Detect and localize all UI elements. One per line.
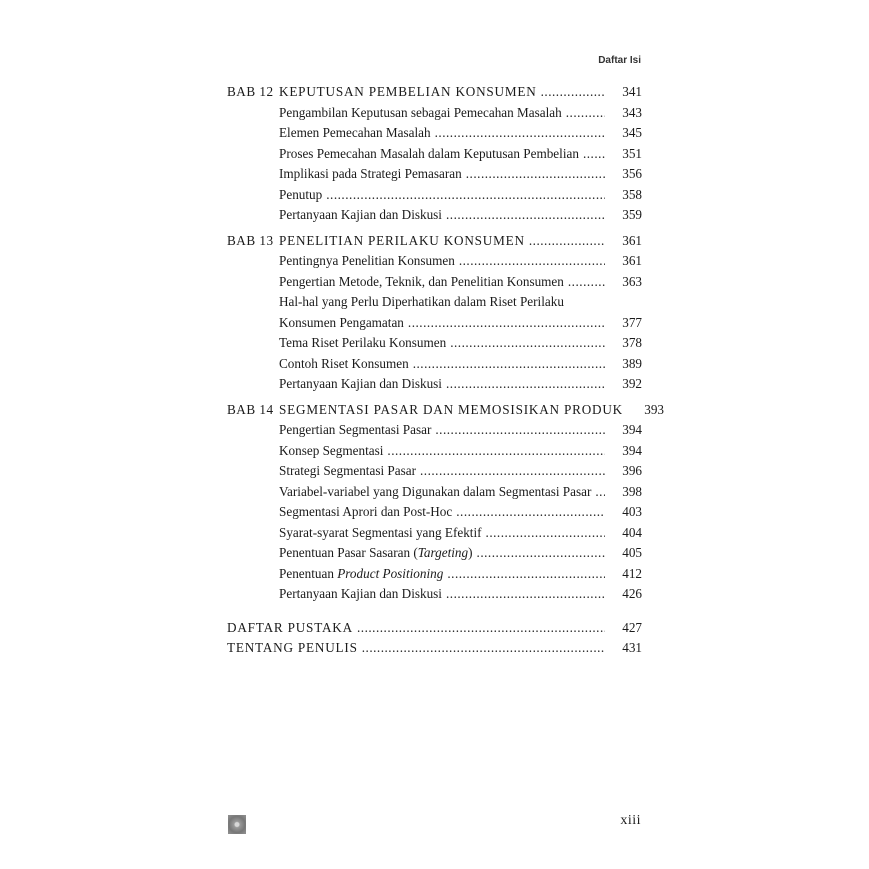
dot-leader (408, 313, 605, 334)
page-folio: xiii (620, 813, 641, 828)
toc-entry[interactable] (227, 441, 642, 462)
toc-entry[interactable] (227, 354, 642, 375)
dot-leader (456, 502, 605, 523)
dot-leader (446, 374, 605, 395)
chapter-number: BAB 14 (227, 401, 274, 417)
page-number: 393 (644, 401, 665, 417)
page-number: 341 (622, 84, 642, 99)
entry-title: Implikasi pada Strategi Pemasaran (279, 166, 462, 181)
dot-leader (420, 461, 605, 482)
toc-entry[interactable] (227, 420, 642, 441)
entry-title: DAFTAR PUSTAKA (227, 619, 353, 635)
toc-entry[interactable] (227, 502, 642, 523)
toc-chapter-13[interactable] (227, 231, 642, 252)
ornament-icon (228, 815, 246, 834)
dot-leader (362, 638, 605, 659)
toc-entry[interactable] (227, 164, 642, 185)
dot-leader (459, 251, 605, 272)
entry-title: Pertanyaan Kajian dan Diskusi (279, 207, 442, 222)
page-number: 392 (622, 376, 642, 391)
dot-leader (450, 333, 605, 354)
dot-leader (529, 231, 605, 252)
entry-title: Proses Pemecahan Masalah dalam Keputusan Pembelian (279, 145, 579, 161)
toc-entry[interactable] (227, 374, 642, 395)
chapter-title: KEPUTUSAN PEMBELIAN KONSUMEN (279, 84, 537, 99)
dot-leader (568, 272, 605, 293)
table-of-contents (227, 82, 665, 659)
toc-chapter-14[interactable] (227, 400, 665, 421)
entry-title: Variabel-variabel yang Digunakan dalam Segmentasi Pasar (279, 483, 592, 499)
page-number: 351 (622, 145, 642, 161)
chapter-number: BAB 13 (227, 232, 274, 248)
entry-title: Pengambilan Keputusan sebagai Pemecahan Masalah (279, 104, 562, 120)
toc-entry[interactable] (227, 564, 642, 585)
dot-leader (447, 564, 605, 585)
toc-entry-line2[interactable] (227, 313, 642, 334)
toc-tentang-penulis[interactable] (227, 638, 642, 659)
page-number: 404 (622, 524, 642, 540)
entry-title: Hal-hal yang Perlu Diperhatikan dalam Riset Perilaku (279, 294, 564, 309)
entry-title: Pengertian Segmentasi Pasar (279, 422, 432, 437)
toc-entry[interactable] (227, 103, 642, 124)
page-number: 394 (622, 442, 642, 458)
entry-title: Elemen Pemecahan Masalah (279, 125, 431, 140)
entry-title: Konsumen Pengamatan (279, 314, 404, 330)
toc-entry[interactable] (227, 482, 642, 503)
dot-leader (357, 618, 605, 639)
entry-title: Pentingnya Penelitian Konsumen (279, 253, 455, 268)
entry-title: Pertanyaan Kajian dan Diskusi (279, 586, 442, 601)
chapter-number: BAB 12 (227, 84, 274, 99)
entry-title: Penutup (279, 186, 323, 202)
toc-entry-line1[interactable] (227, 292, 642, 313)
page-number: 389 (622, 355, 642, 371)
entry-title: Syarat-syarat Segmentasi yang Efektif (279, 524, 482, 540)
entry-title: Contoh Riset Konsumen (279, 355, 409, 371)
entry-title: TENTANG PENULIS (227, 640, 358, 655)
toc-entry[interactable] (227, 543, 642, 564)
toc-entry[interactable] (227, 185, 642, 206)
toc-entry[interactable] (227, 251, 642, 272)
running-head: Daftar Isi (598, 55, 641, 66)
toc-chapter-12[interactable] (227, 82, 642, 103)
entry-title: Pengertian Metode, Teknik, dan Penelitian Konsumen (279, 273, 564, 289)
page-number: 398 (622, 483, 642, 499)
dot-leader (326, 185, 605, 206)
dot-leader (435, 420, 605, 441)
dot-leader (477, 543, 605, 564)
entry-title: Tema Riset Perilaku Konsumen (279, 335, 447, 350)
entry-title: Pertanyaan Kajian dan Diskusi (279, 376, 442, 391)
page-number: 358 (622, 186, 642, 202)
page-number: 426 (622, 586, 642, 601)
entry-title: Segmentasi Aprori dan Post-Hoc (279, 504, 453, 519)
page-number: 377 (622, 314, 642, 330)
page-number: 345 (622, 125, 642, 140)
dot-leader (387, 441, 605, 462)
toc-entry[interactable] (227, 333, 642, 354)
toc-entry[interactable] (227, 461, 642, 482)
chapter-title: SEGMENTASI PASAR DAN MEMOSISIKAN PRODUK (279, 401, 624, 417)
dot-leader (466, 164, 605, 185)
page-number: 378 (622, 335, 642, 350)
entry-title: Penentuan Product Positioning (279, 565, 444, 581)
dot-leader (595, 482, 605, 503)
page-number: 356 (622, 166, 642, 181)
page-number: 363 (622, 273, 642, 289)
page-number: 359 (622, 207, 642, 222)
toc-daftar-pustaka[interactable] (227, 618, 642, 639)
toc-entry[interactable] (227, 523, 642, 544)
page-number: 431 (622, 640, 642, 655)
entry-title: Strategi Segmentasi Pasar (279, 463, 416, 478)
page-number: 361 (622, 232, 642, 248)
page-number: 361 (622, 253, 642, 268)
page-number: 394 (622, 422, 642, 437)
entry-title: Konsep Segmentasi (279, 442, 384, 458)
dot-leader (435, 123, 605, 144)
dot-leader (413, 354, 605, 375)
dot-leader (486, 523, 605, 544)
dot-leader (566, 103, 605, 124)
chapter-title: PENELITIAN PERILAKU KONSUMEN (279, 232, 525, 248)
toc-entry[interactable] (227, 272, 642, 293)
toc-entry[interactable] (227, 123, 642, 144)
dot-leader (446, 584, 605, 605)
dot-leader (583, 144, 605, 165)
toc-entry[interactable] (227, 205, 642, 226)
page-number: 412 (622, 565, 642, 581)
page-number: 405 (622, 545, 642, 560)
toc-entry[interactable] (227, 144, 642, 165)
page-number: 403 (622, 504, 642, 519)
dot-leader (446, 205, 605, 226)
page-number: 343 (622, 104, 642, 120)
page-number: 396 (622, 463, 642, 478)
entry-title: Penentuan Pasar Sasaran (Targeting) (279, 545, 473, 560)
dot-leader (541, 82, 605, 103)
toc-entry[interactable] (227, 584, 642, 605)
page-number: 427 (622, 619, 642, 635)
